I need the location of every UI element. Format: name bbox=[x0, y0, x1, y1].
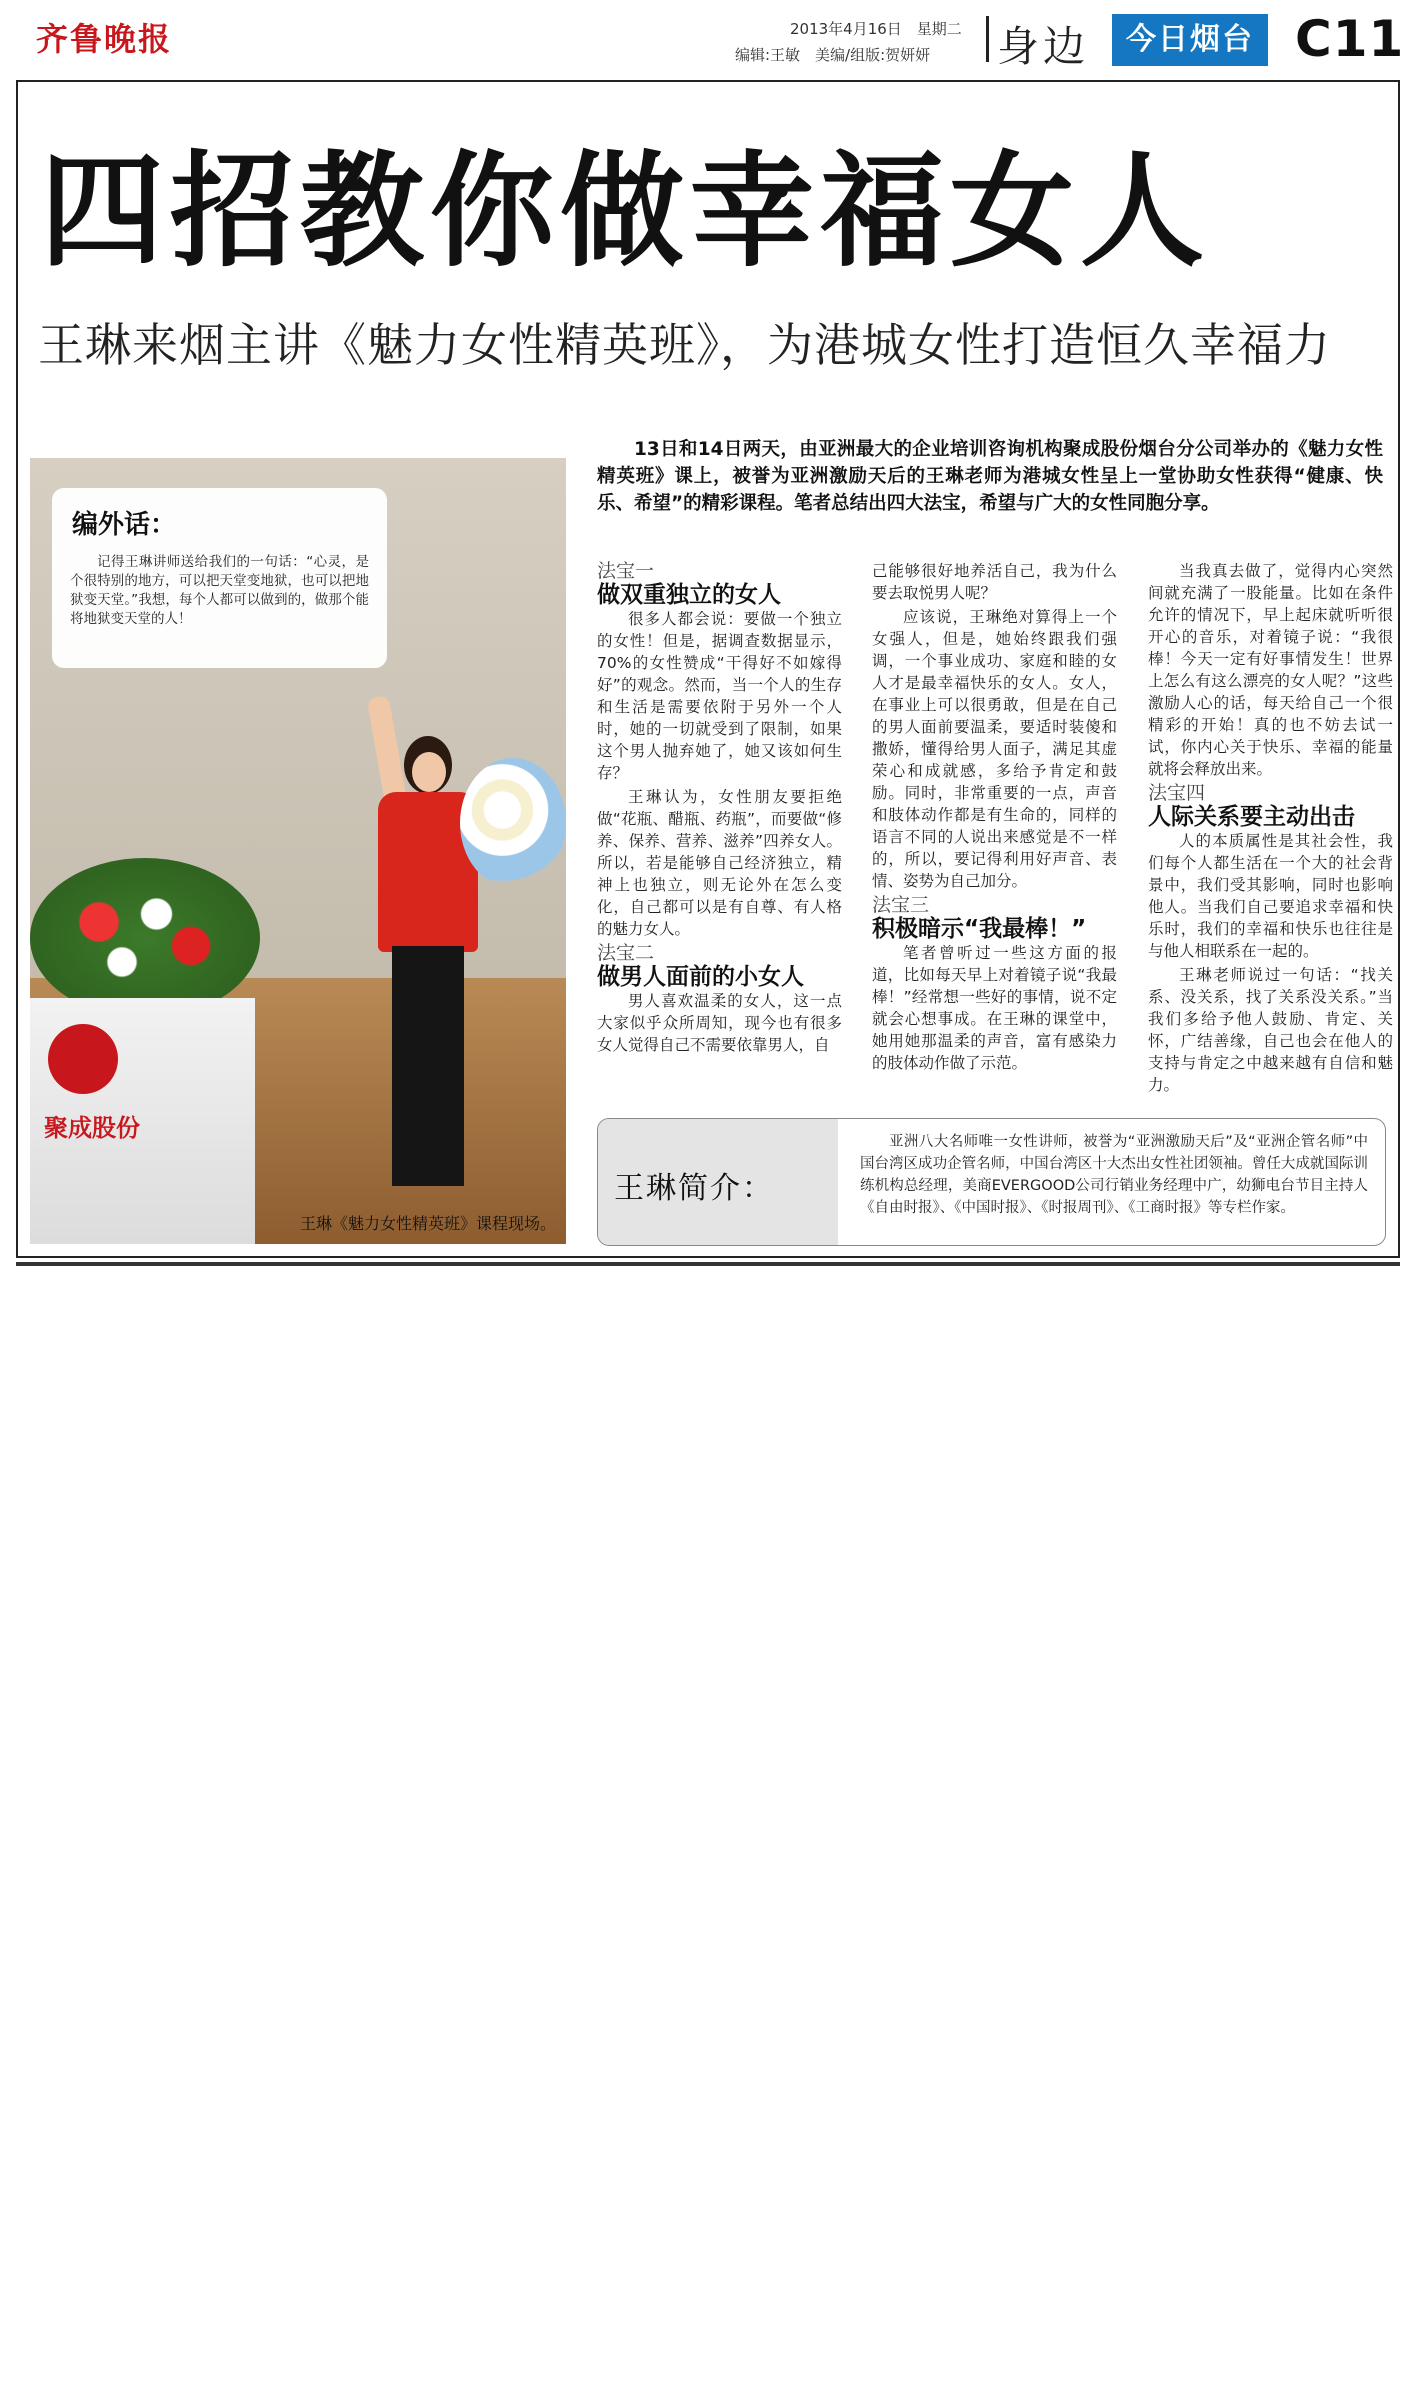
article-headline: 四招教你做幸福女人 bbox=[40, 140, 1211, 284]
section-title-3: 积极暗示“我最棒！” bbox=[872, 916, 1087, 942]
paragraph: 很多人都会说：要做一个独立的女性！但是，据调查数据显示，70%的女性赞成“干得好不如嫁得好”的观念。然而，当一个人的生存和生活是需要依附于另外一个人时，她的一切就受到了限制，如果这个男人抛弃她了，她又该如何生存？ bbox=[597, 610, 842, 782]
podium-logo-text: 聚成股份 bbox=[44, 1114, 140, 1142]
bio-text: 亚洲八大名师唯一女性讲师，被誉为“亚洲激励天后”及“亚洲企管名师”中国台湾区成功企管名师，中国台湾区十大杰出女性社团领袖。曾任大成就国际训练机构总经理，美商EVERGOOD公司行销业务经理中广，幼狮电台节目主持人《自由时报》、《中国时报》、《时报周刊》、《工商时报》等专栏作家。 bbox=[860, 1134, 1368, 1216]
issue-date: 2013年4月16日 星期二 bbox=[790, 20, 962, 38]
speaker-trousers bbox=[392, 946, 464, 1186]
section-label-4: 法宝四 bbox=[1148, 782, 1206, 804]
section-name: 身边 bbox=[997, 22, 1090, 71]
paragraph: 王琳认为，女性朋友要拒绝做“花瓶、醋瓶、药瓶”，而要做“修养、保养、营养、滋养”四养女人。所以，若是能够自己经济独立，精神上也独立，则无论外在怎么变化，自己都可以是有自尊、有人格的魅力女人。 bbox=[597, 788, 842, 938]
bottom-rule bbox=[16, 1262, 1400, 1266]
author-bio-box bbox=[597, 1118, 1386, 1246]
editor-note-title: 编外话： bbox=[72, 510, 177, 540]
speaker-face bbox=[412, 752, 446, 792]
bio-label-panel bbox=[598, 1119, 838, 1245]
bouquet-icon bbox=[460, 758, 566, 888]
paragraph: 当我真去做了，觉得内心突然间就充满了一股能量。比如在条件允许的情况下，早上起床就听听很开心的音乐，对着镜子说：“我很棒！今天一定有好事情发生！世界上怎么有这么漂亮的女人呢？”这些激励人心的话，每天给自己一个很精彩的开始！真的也不妨去试一试，你内心关于快乐、幸福的能量就将会释放出来。 bbox=[1148, 562, 1393, 778]
editor-credits: 编辑:王敏 美编/组版:贺妍妍 bbox=[735, 46, 931, 64]
article-intro: 13日和14日两天，由亚洲最大的企业培训咨询机构聚成股份烟台分公司举办的《魅力女性精英班》课上，被誉为亚洲激励天后的王琳老师为港城女性呈上一堂协助女性获得“健康、快乐、希望”的精彩课程。笔者总结出四大法宝，希望与广大的女性同胞分享。 bbox=[597, 439, 1383, 514]
paragraph: 笔者曾听过一些这方面的报道，比如每天早上对着镜子说“我最棒！”经常想一些好的事情，说不定就会心想事成。在王琳的课堂中，她用她那温柔的声音，富有感染力的肢体动作做了示范。 bbox=[872, 944, 1117, 1072]
article-column-2 bbox=[872, 560, 1117, 1076]
podium bbox=[30, 998, 255, 1244]
section-tag: 今日烟台 bbox=[1112, 14, 1268, 66]
speaker-raised-arm bbox=[367, 695, 408, 807]
paragraph: 男人喜欢温柔的女人，这一点大家似乎众所周知，现今也有很多女人觉得自己不需要依靠男人，自 bbox=[597, 992, 842, 1054]
newspaper-masthead: 齐鲁晚报 bbox=[36, 20, 173, 58]
company-logo-icon bbox=[48, 1024, 118, 1094]
speaker-figure bbox=[370, 696, 480, 1206]
editor-note-box bbox=[52, 488, 387, 668]
paragraph: 应该说，王琳绝对算得上一个女强人，但是，她始终跟我们强调，一个事业成功、家庭和睦的女人才是最幸福快乐的女人。女人，在事业上可以很勇敢，但是在自己的男人面前要温柔，要适时装傻和撒娇，懂得给男人面子，满足其虚荣心和成就感，多给予肯定和鼓励。同时，非常重要的一点，声音和肢体动作都是有生命的，同样的语言不同的人说出来感觉是不一样的，所以，要记得利用好声音、表情、姿势为自己加分。 bbox=[872, 608, 1117, 890]
editor-note-body: 记得王琳讲师送给我们的一句话：“心灵，是个很特别的地方，可以把天堂变地狱，也可以把地狱变天堂。”我想，每个人都可以做到的，做那个能将地狱变天堂的人！ bbox=[70, 554, 369, 627]
section-title-4: 人际关系要主动出击 bbox=[1148, 804, 1355, 830]
header-divider bbox=[986, 16, 989, 62]
paragraph: 己能够很好地养活自己，我为什么要去取悦男人呢？ bbox=[872, 562, 1117, 602]
article-column-1 bbox=[597, 560, 842, 1058]
section-title-1: 做双重独立的女人 bbox=[597, 582, 781, 608]
paragraph: 人的本质属性是其社会性，我们每个人都生活在一个大的社会背景中，我们受其影响，同时也影响他人。当我们自己要追求幸福和快乐时，我们的幸福和快乐也往往是与他人相联系在一起的。 bbox=[1148, 832, 1393, 960]
section-title-2: 做男人面前的小女人 bbox=[597, 964, 804, 990]
flower-arrangement-icon bbox=[30, 858, 260, 1018]
article-subheadline: 王琳来烟主讲《魅力女性精英班》，为港城女性打造恒久幸福力 bbox=[38, 318, 1331, 372]
section-label-1: 法宝一 bbox=[597, 560, 655, 582]
article-column-3 bbox=[1148, 560, 1393, 1098]
page-number: C11 bbox=[1295, 10, 1405, 68]
section-label-2: 法宝二 bbox=[597, 942, 655, 964]
photo-caption: 王琳《魅力女性精英班》课程现场。 bbox=[299, 1214, 556, 1233]
paragraph: 王琳老师说过一句话：“找关系、没关系，找了关系没关系。”当我们多给予他人鼓励、肯定、关怀，广结善缘，自己也会在他人的支持与肯定之中越来越有自信和魅力。 bbox=[1148, 966, 1393, 1094]
section-label-3: 法宝三 bbox=[872, 894, 930, 916]
bio-label: 王琳简介： bbox=[614, 1171, 774, 1206]
